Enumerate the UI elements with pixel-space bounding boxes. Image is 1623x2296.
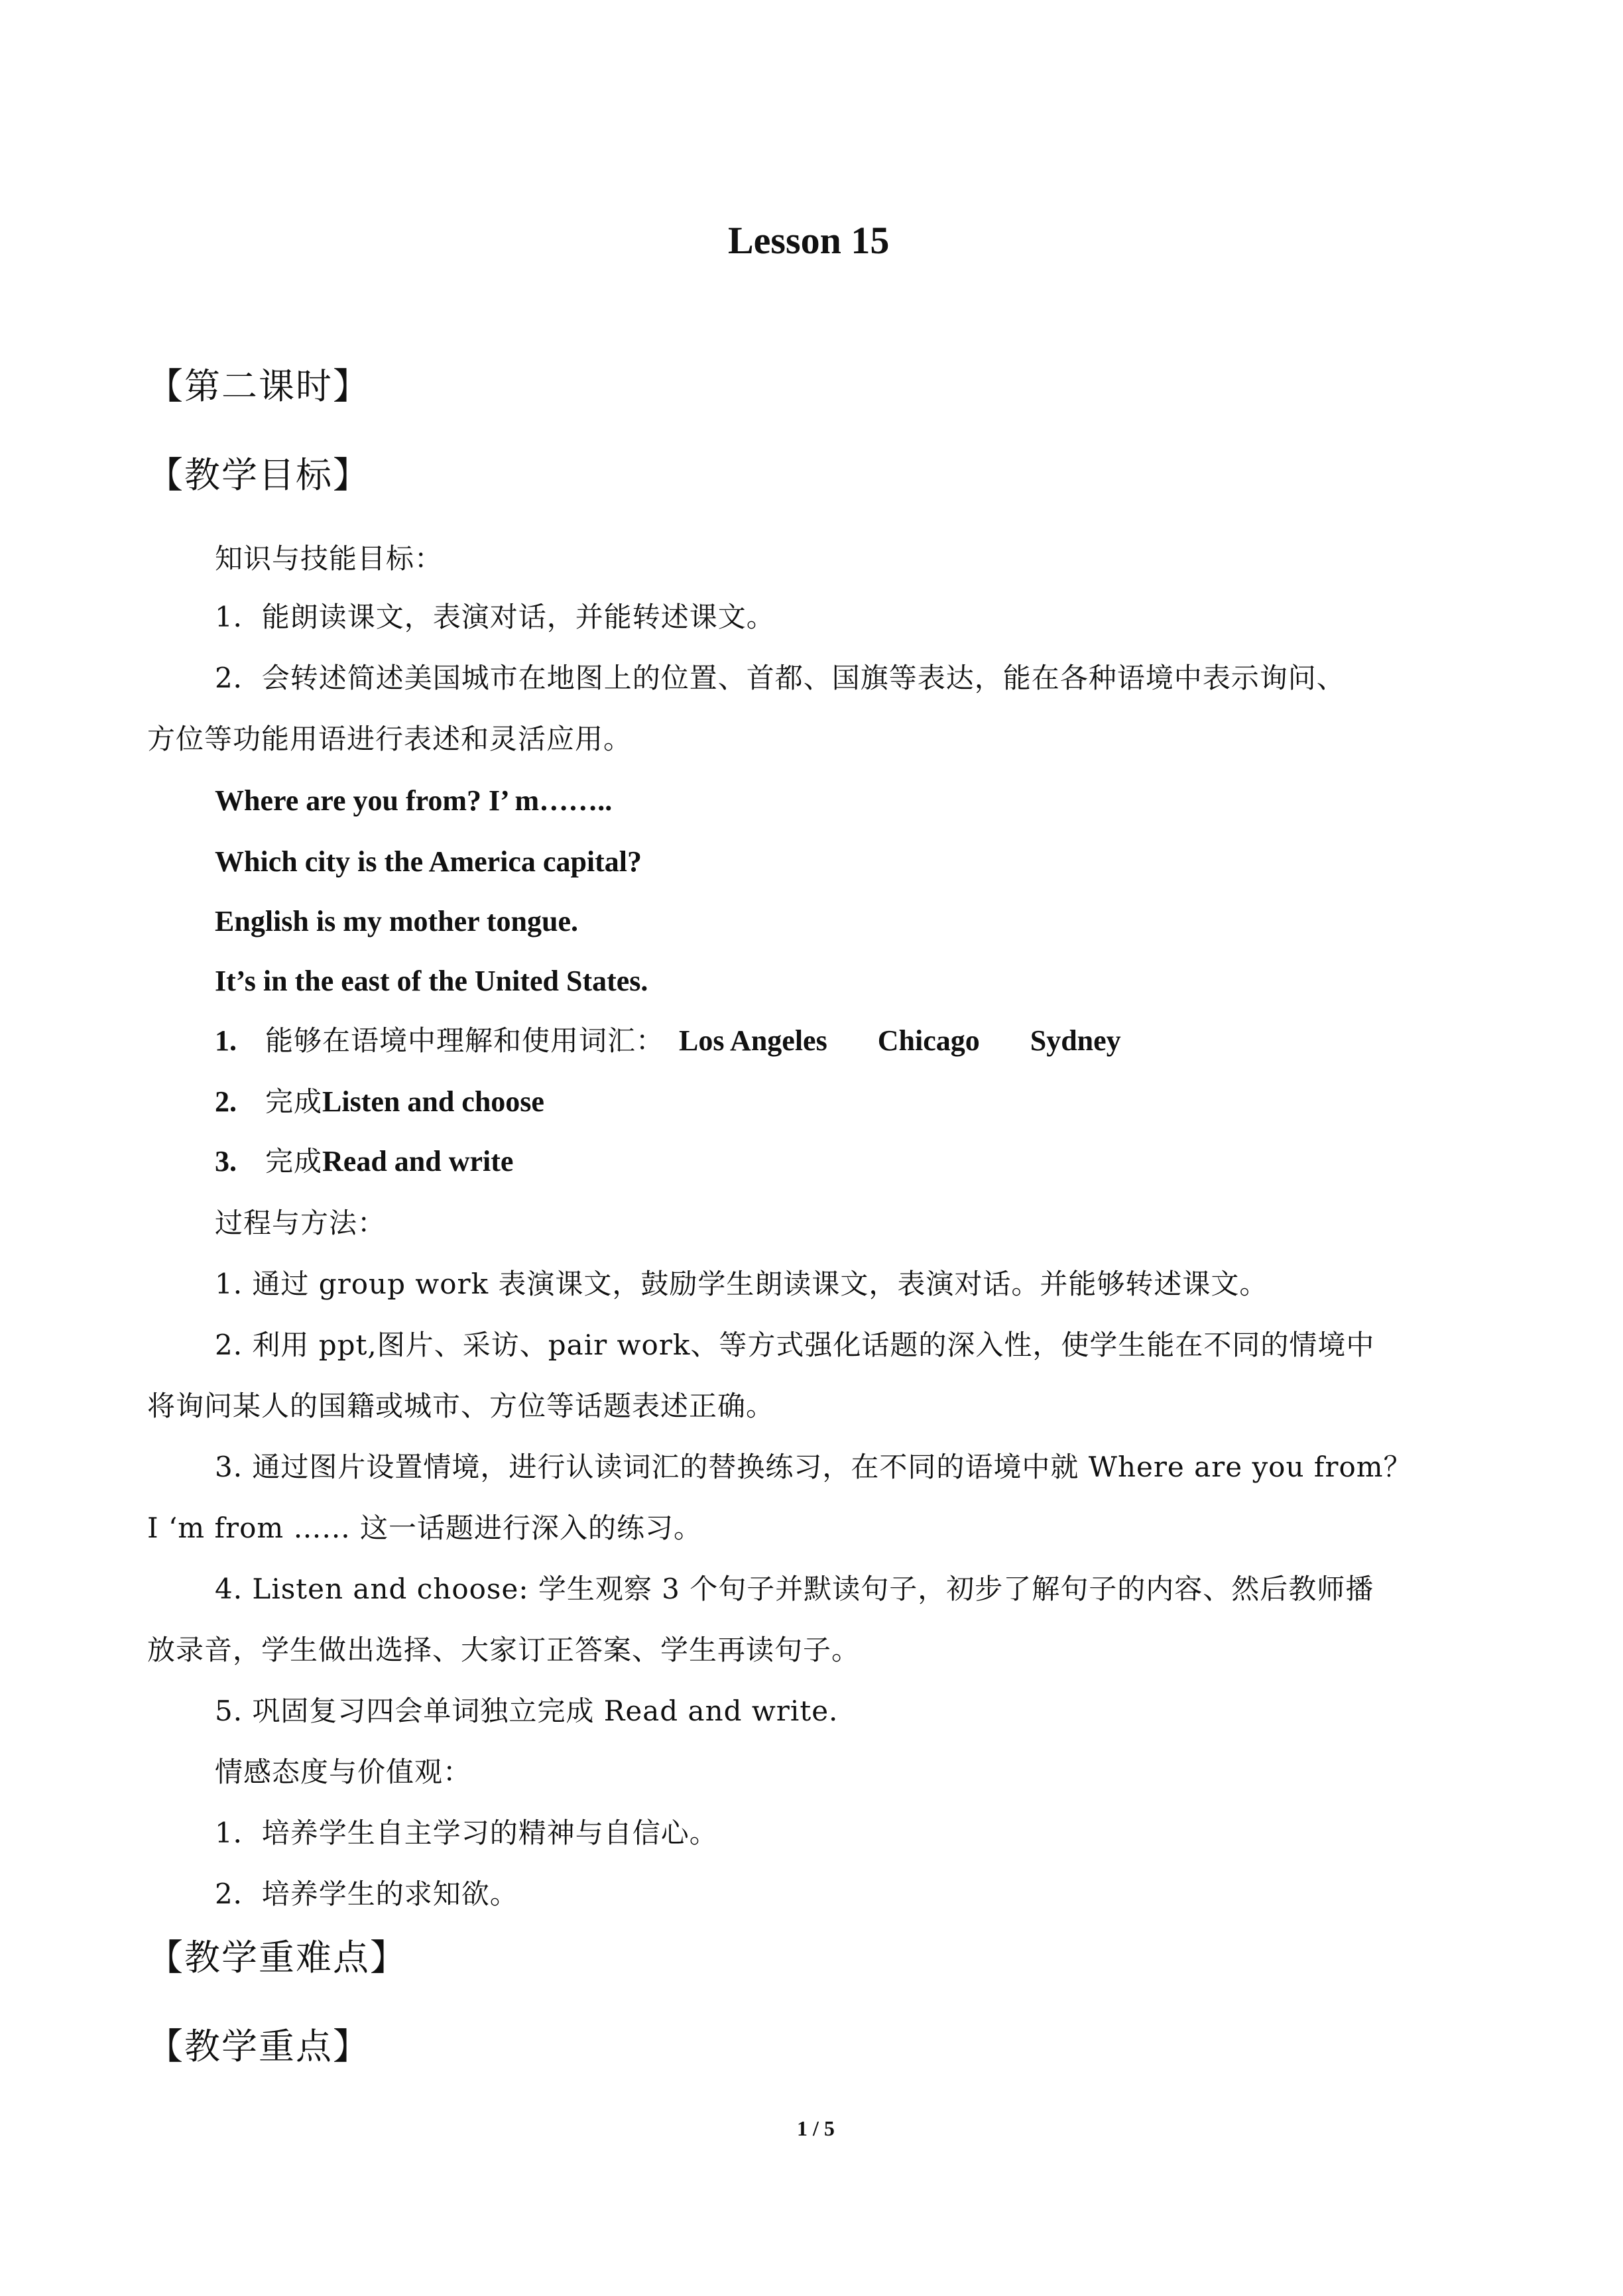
section-objectives: 【教学目标】 [147,454,370,496]
knowledge-item-1: 1．能朗读课文，表演对话，并能转述课文。 [215,601,775,633]
section-key-points: 【教学重点】 [147,2025,370,2067]
task-2-bold: Listen and choose [322,1085,544,1118]
page-title: Lesson 15 [728,219,890,262]
emotion-item-2: 2．培养学生的求知欲。 [215,1878,518,1910]
sentence-3: English is my mother tongue. [215,905,579,937]
task-2-text: 完成 [265,1085,323,1118]
emotion-item-1: 1．培养学生自主学习的精神与自信心。 [215,1817,718,1849]
emotion-heading: 情感态度与价值观： [215,1756,472,1788]
section-period: 【第二课时】 [147,365,370,407]
vocab-word-3: Sydney [1030,1024,1121,1057]
knowledge-item-2-line-1: 2．会转述简述美国城市在地图上的位置、首都、国旗等表达，能在各种语境中表示询问、 [215,662,1345,694]
task-3-num: 3. [215,1145,237,1178]
sentence-4: It’s in the east of the United States. [215,965,648,997]
vocab-num: 1. [215,1024,237,1057]
knowledge-heading: 知识与技能目标： [215,542,444,575]
process-item-1: 1. 通过 group work 表演课文，鼓励学生朗读课文，表演对话。并能够转述课文。 [215,1268,1268,1300]
section-key-difficult: 【教学重难点】 [147,1937,407,1978]
task-2-num: 2. [215,1085,237,1118]
task-3-text: 完成 [265,1145,323,1178]
process-item-4-line-1: 4. Listen and choose: 学生观察 3 个句子并默读句子，初步了解句子的内容、然后教师播 [215,1573,1374,1605]
task-3-line [215,1147,513,1176]
vocab-word-2: Chicago [877,1024,980,1057]
process-item-2-line-1: 2. 利用 ppt,图片、采访、pair work、等方式强化话题的深入性，使学生能在不同的情境中 [215,1329,1375,1361]
task-3-bold: Read and write [322,1145,514,1178]
process-item-3-line-1: 3. 通过图片设置情境，进行认读词汇的替换练习，在不同的语境中就 Where are you from？ [215,1451,1412,1483]
page-number: 1 / 5 [797,2116,835,2140]
process-item-4-line-2: 放录音，学生做出选择、大家订正答案、学生再读句子。 [147,1634,861,1666]
vocab-text: 能够在语境中理解和使用词汇： [265,1024,665,1057]
sentence-1: Where are you from? I’ m…….. [215,784,613,817]
process-heading: 过程与方法： [215,1207,387,1239]
vocab-word-1: Los Angeles [679,1024,827,1057]
knowledge-item-2-line-2: 方位等功能用语进行表述和灵活应用。 [147,723,632,755]
vocab-line [215,1026,1121,1056]
process-item-2-line-2: 将询问某人的国籍或城市、方位等话题表述正确。 [147,1390,775,1422]
process-item-5: 5. 巩固复习四会单词独立完成 Read and write. [215,1695,839,1727]
sentence-2: Which city is the America capital? [215,845,642,878]
process-item-3-line-2: I ‘m from …... 这一话题进行深入的练习。 [147,1512,702,1544]
task-2-line [215,1087,544,1117]
